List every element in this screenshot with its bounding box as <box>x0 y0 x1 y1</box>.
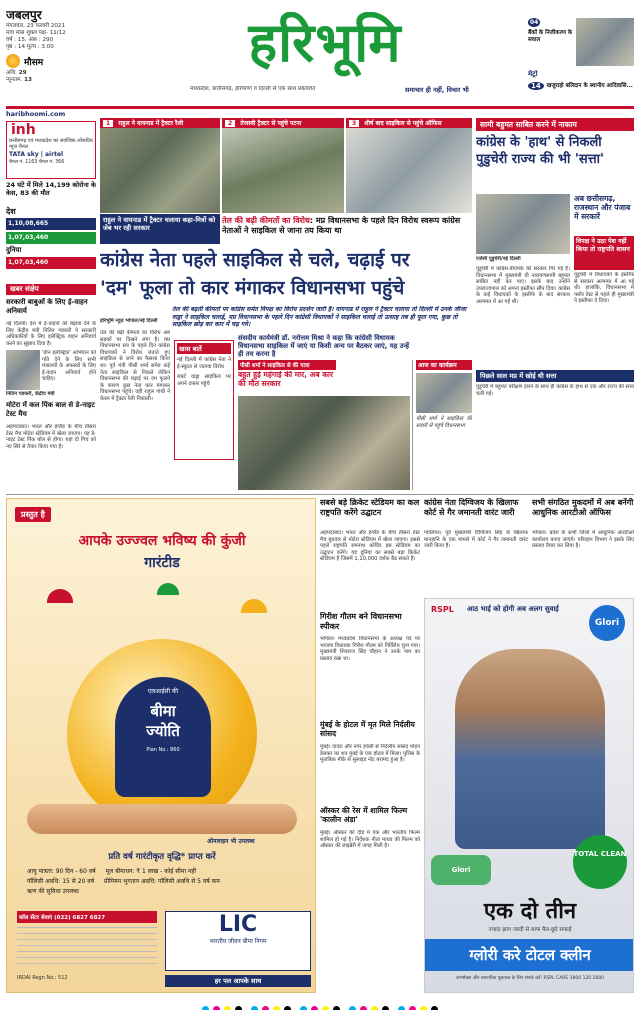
story-intro: तेल की बढ़ती कीमतों पर कांग्रेस समेत विपक्ष का विरोध प्रदर्शन जारी है। वायनाड में राहुल ने ट्रैक्टर चलाया तो दिल्ली में उनके जीजा वाड्रा ने साइकिल चलाई, मप्र विधानसभा के पहले दिन कांग्रेसी विधायकों ने साइकिल चलाई तो उत्साह तब ही फूल गया, कुछ तो साइकिल छोड़ कर कार में चढ़ गये। <box>172 306 467 329</box>
edition-volume: वर्ष : 15, अंक : 290 <box>6 37 54 43</box>
brief-1-headline: सरकारी बाबुओं के लिए ई-वाहन अनिवार्य <box>6 298 88 315</box>
sidebar-photo <box>416 373 472 413</box>
mid-story-4-body: मुंबई। ऑस्कर की दौड़ में एक और भारतीय फिल्म शामिल हो गई है। निर्देशक नीता माधव की फिल्म को ऑस्कर की लाइब्रेरी में जगह मिली है। <box>320 830 420 850</box>
mid-story-1-head: सबसे बड़े क्रिकेट स्टेडियम का कल राष्ट्रपति करेंगे उद्घाटन <box>320 498 420 517</box>
key-points-title: खास बातें <box>177 343 231 354</box>
total-clean-badge: TOTAL CLEAN <box>573 835 627 889</box>
photo-4-caption: बहुत हुई महंगाई की मार, अब कार की मौत सरकार <box>238 371 334 388</box>
fold-rule <box>6 494 634 495</box>
mid-story-2-head: गिरीश गौतम बने विधानसभा स्पीकर <box>320 612 402 631</box>
covid-stat-2: 1,07,03,460 <box>6 232 96 244</box>
desh-label: देश <box>6 207 16 216</box>
edition-pages: पृष्ठ : 14 मूल्य : 3.00 <box>6 44 54 50</box>
photo-3-caption: शीर्ष बाद साइकिल से पहुंचे ऑफिस <box>364 120 442 127</box>
photo-2-caption-bar <box>222 118 344 128</box>
benefit-5: ऋण की सुविधा उपलब्ध <box>27 888 79 895</box>
mid-story-3-head: मुंबई के होटल में मृत मिले निर्दलीय सांसद <box>320 720 415 738</box>
inh-ad-text: छत्तीसगढ़ एवं मध्यप्रदेश का सर्वाधिक लोकप्रिय न्यूज़ चैनल <box>9 138 93 150</box>
masthead-logo <box>175 12 475 82</box>
fine-print <box>17 927 157 967</box>
glori-tagline-2: ग्लोरी करे टोटल क्लीन <box>425 939 634 971</box>
photo-4-image <box>238 396 410 490</box>
teaser-1-page: 04 <box>530 19 539 26</box>
main-photo-1 <box>100 118 220 213</box>
right-body: पुडुचेरी में कांग्रेस-डीएमके की सरकार गिर गई है। विधानसभा में मुख्यमंत्री वी नारायणसामी बहुमत साबित नहीं कर पाए। इसके बाद उन्होंने उपराज्यपाल को अपना इस्तीफा सौंप दिया। कांग्रेस के कई विधायकों के इस्तीफे के बाद सरकार अल्पमत में आ गई थी। <box>476 266 570 305</box>
story-byline: हरिभूमि न्यूज़ भोपाल/नई दिल्ली <box>100 318 158 324</box>
teaser-2-page: 14 <box>528 82 544 90</box>
mid-story-5-body: ग्वालियर। पूर्व मुख्यमंत्री दिग्विजय सिंह के खिलाफ मानहानि के एक मामले में कोर्ट ने गैर जमानती वारंट जारी किया है। <box>424 530 528 550</box>
mid-story-4-head: ऑस्कर की रेस में शामिल फिल्म 'कालीन अंडा' <box>320 806 408 824</box>
teaser-2[interactable] <box>528 70 634 100</box>
world-label: दुनिया <box>6 246 22 254</box>
benefit-title: प्रति वर्ष गारंटीकृत वृद्धि* प्राप्त करें <box>108 852 216 862</box>
plan-no: Plan No.: 860 <box>146 747 180 753</box>
story-kicker-line <box>222 216 472 246</box>
glori-tagline-1-sub: ज्यादा झाग जल्दी से साफ मैल-छूटे सफाई <box>488 927 572 933</box>
lic-tag: प्रस्तुत है <box>15 507 51 522</box>
benefit-2: मूल बीमाधन: ₹ 1 लाख - कोई सीमा नहीं <box>105 868 196 875</box>
brief-1-body: नई दिल्ली। देश में ई-वाहनों को बढ़ावा देने के लिए केंद्रीय मंत्री नितिन गडकरी ने सरकारी अधिकारियों के लिए इलेक्ट्रिक वाहन अनिवार्य करने का सुझाव दिया है। <box>6 321 96 347</box>
covid-stat-3: 1,07,03,460 <box>6 257 96 269</box>
right-byline: एजेंसी पुडुचेरी/नई दिल्ली <box>476 256 521 262</box>
online-note: ऑनलाइन भी उपलब्ध <box>207 838 255 845</box>
covid-stat-1: 1,10,08,665 <box>6 218 96 230</box>
teaser-1-photo <box>576 18 634 66</box>
sun-icon <box>6 54 20 68</box>
teaser-1[interactable] <box>528 18 634 68</box>
key-point-1: नई दिल्ली में कांग्रेस नेता ने ई-स्कूटर से जताया विरोध <box>177 357 231 370</box>
plan-small: एलआईसी की <box>147 688 179 695</box>
glori-tagline-1: एक दो तीन <box>483 899 577 924</box>
edition-city: जबलपुर <box>6 8 42 22</box>
lic-slogan: हर पल आपके साथ <box>165 975 311 987</box>
glori-top-text: आठ भाई को होगी अब अलग सुवाई <box>467 605 559 613</box>
weather-label: मौसम <box>24 57 44 68</box>
plan-name-1: बीमा <box>150 702 176 720</box>
lic-sub: गारंटीड <box>144 555 180 571</box>
main-photo-2 <box>222 118 344 213</box>
main-photo-3 <box>346 118 472 213</box>
story-body: तेल की बढ़ी कीमतों का विरोध अब सड़कों पर दिखने लगा है। मप्र विधानसभा सत्र के पहले दिन कांग्रेस विधायकों ने विरोध जताते हुए साइकिल से जाने का फैसला किया था। पूर्व मंत्री पीसी शर्मा समेत कई नेता साइकिल से निकले लेकिन विधानसभा की चढ़ाई पर दम फूलने के कारण कुछ नेता कार मंगाकर विधानसभा पहुंचे। वहीं राहुल गांधी ने केरल में ट्रैक्टर रैली निकाली। <box>100 330 170 402</box>
inh-logo: inh <box>11 122 36 138</box>
teaser-2-text: खजुराहो बलिदान के स्थानीय आदिवासि... <box>546 82 633 89</box>
minister-caption: नितिन गडकरी, केंद्रीय मंत्री <box>6 391 55 397</box>
right-bottom-banner: पिछले साल मप्र में खोई थी सत्ता <box>476 370 634 382</box>
right-photo <box>476 194 570 254</box>
right-side-box: विपक्ष ने उठा पेश नहीं किया तो राष्ट्रपति शासन <box>574 236 634 270</box>
plan-name-2: ज्योति <box>146 722 180 740</box>
bima-jyoti-jar <box>115 677 211 797</box>
photo-2-image <box>222 128 344 213</box>
photo-2-caption: तेजस्वी ट्रैक्टर से पहुंचे पटना <box>240 120 302 127</box>
story-subhead: संसदीय कार्यमंत्री डॉ. नरोत्तम मिश्रा ने कहा कि कांग्रेसी विधायक विधानसभा साइकिल में जाएं या किसी अन्य पर बैठकर जाएं, यह उन्हें ही तय करना है <box>238 334 410 358</box>
edition-date: मंगलवार, 23 फरवरी 2021 <box>6 23 66 29</box>
main-headline-2: 'दम' फूला तो कार मंगाकर विधानसभा पहुंचे <box>100 277 405 299</box>
minister-photo <box>6 350 40 390</box>
photo-3-caption-bar <box>346 118 472 128</box>
glori-care: उपभोक्ता और व्यापारिक पूछताछ के लिए संपर्क करें: RSPL CARE 1800 120 2000 <box>455 976 605 981</box>
weather-max: 29 <box>18 70 27 76</box>
story-strap: : मप्र विधानसभा के पहले दिन विरोध स्वरूप कांग्रेस नेताओं ने साइकिल से जाना तय किया था <box>222 216 461 235</box>
parachute-icon <box>157 583 179 595</box>
mid-story-1-body: अहमदाबाद। भारत और इंग्लैंड के बीच तीसरा टेस्ट मैच बुधवार से मोटेरा स्टेडियम में खेला जाएगा। इससे पहले राष्ट्रपति रामनाथ कोविंद इस स्टेडियम का उद्घाटन करेंगे। यह दुनिया का सबसे बड़ा क्रिकेट स्टेडियम है जिसमें 1,10,000 दर्शक बैठ सकते हैं। <box>320 530 420 563</box>
photo-1-image <box>100 128 220 213</box>
right-side-body: पुडुचेरी में विधायकों के इस्तीफे से सरकार अल्पमत में आ गई थी। हालांकि, विधानसभा में फ्लोर टेस्ट से पहले ही मुख्यमंत्री ने इस्तीफा दे दिया। <box>574 272 634 305</box>
lic-logo: LIC <box>218 912 258 937</box>
irdai-no: IRDAI Regn No.: 512 <box>17 975 68 981</box>
benefit-1: आयु पात्रता: 90 दिन - 60 वर्ष <box>27 868 96 875</box>
soap-bar-image: Glori <box>431 855 491 885</box>
brief-1-quote: 'ग्रीन इलेक्ट्रिक' अभियान को गति देने के लिए सभी मंत्रालयों के अफसरों के लिए ई-वाहन अनिवार्य होने चाहिए। <box>42 350 96 383</box>
khabar-sankshep-header: खबर संक्षेप <box>6 284 96 295</box>
weather-max-label: अधि. <box>6 70 17 76</box>
photo-strap: राहुल ने वायनाड में ट्रैक्टर चलाया कहा-मित्रों को जेब भर रही सरकार <box>100 214 220 244</box>
right-side-head: अब छत्तीसगढ़, राजस्थान और पंजाब में सरकारें <box>574 194 631 221</box>
story-kicker: तेल की बढ़ी कीमतों का विरोध <box>222 216 310 225</box>
photo-4-label: पीसी शर्मा ने साइकिल से की यात्रा <box>238 360 336 370</box>
hands-image <box>27 804 297 834</box>
lic-ad[interactable] <box>6 498 316 993</box>
right-top-banner: सामी बहुमत साबित करने में नाकाम <box>476 118 634 131</box>
call-center: कॉल सेंटर सेवाएं (022) 6827 6827 <box>17 911 157 923</box>
glori-logo: Glori <box>589 605 625 641</box>
story-sidebar <box>412 360 472 490</box>
tagline-left: मध्यप्रदेश, छत्तीसगढ़, हरियाणा व दिल्ली से एक साथ प्रकाशित <box>190 86 316 92</box>
brief-2-body: अहमदाबाद। भारत और इंग्लैंड के बीच तीसरा टेस्ट मैच मोटेरा स्टेडियम में खेला जाएगा। यह डे-नाइट टेस्ट पिंक बॉल से होगा। यहां दो पिच को नए सिरे से तैयार किया गया है। <box>6 424 96 450</box>
benefit-list <box>27 867 307 897</box>
parachute-icon <box>241 599 267 613</box>
website-link[interactable]: haribhoomi.com <box>6 110 66 118</box>
photo-3-image <box>346 128 472 213</box>
covid-stats <box>6 218 96 278</box>
benefit-3: पॉलिसी अवधि: 15 से 20 वर्ष <box>27 878 95 885</box>
photo-1-caption-bar <box>100 118 220 128</box>
masthead-rule <box>6 106 634 109</box>
covid-headline <box>6 181 96 205</box>
inh-ad-channels: TATA sky | airtel <box>9 151 64 158</box>
masthead-left <box>6 6 116 101</box>
sidebar-label: आज का कार्यक्रम <box>416 360 472 370</box>
photo-2-badge: 2 <box>225 120 235 127</box>
photo-1-caption: राहुल ने वायनाड में ट्रैक्टर रैली <box>118 120 184 127</box>
sidebar-note: पीसी शर्मा ने साइकिल की सवारी से पहुंचे विधानसभा <box>416 416 472 429</box>
tagline-right: समाचार ही नहीं, विचार भी <box>405 86 469 94</box>
key-points-box <box>174 340 234 460</box>
lic-title: आपके उज्ज्वल भविष्य की कुंजी <box>78 533 246 549</box>
lic-logo-sub: भारतीय जीवन बीमा निगम <box>209 938 267 945</box>
covid-text: 24 घंटे में मिले 14,199 कोरोना के केस, 83 की मौत <box>6 181 96 197</box>
print-registration-dots <box>0 998 640 1010</box>
inh-ad[interactable] <box>6 121 96 179</box>
brief-2-headline: मोटेरा में कल पिंक बाल से डे-नाइट टेस्ट मैच <box>6 401 95 418</box>
logo-text: हरिभूमि <box>248 12 402 74</box>
key-point-2: राबर्ट वाड्रा साइकिल पर अपने दफ्तर पहुंचे <box>177 374 231 387</box>
mid-story-6-body: भोपाल। प्रदेश के सभी जिलों में आधुनिक आरटीओ कार्यालय बनाए जाएंगे। परिवहन विभाग ने इसके लिए प्रस्ताव तैयार कर लिया है। <box>532 530 634 550</box>
lic-logo-box <box>165 911 311 971</box>
parachute-icon <box>47 589 73 603</box>
model-image <box>455 649 605 849</box>
rspl-logo: RSPL <box>431 605 454 614</box>
mid-story-2-body: भोपाल। मध्यप्रदेश विधानसभा के अध्यक्ष पद पर भाजपा विधायक गिरीश गौतम को निर्विरोध चुना गया। मुख्यमंत्री शिवराज सिंह चौहान ने उनके नाम का प्रस्ताव रखा था। <box>320 636 420 662</box>
right-headline: कांग्रेस के 'हाथ' से निकली पुडुचेरी राज्य की भी 'सत्ता' <box>476 135 604 167</box>
weather-min-label: न्यूनतम. <box>6 77 23 83</box>
teaser-1-text: बैंकों के निजीकरण के सवाल <box>528 30 573 43</box>
glori-ad[interactable] <box>424 598 634 993</box>
right-bottom-text: पुडुचेरी में बहुमत परीक्षण हारने के साथ ही कांग्रेस के हाथ से एक और राज्य की सत्ता चली गई। <box>476 384 634 397</box>
benefit-4: प्रीमियम भुगतान अवधि: पॉलिसी अवधि से 5 वर्ष कम <box>104 878 220 885</box>
mid-story-6-head: सभी संगठित मुकदमों में अब बनेंगी आधुनिक आरटीओ ऑफिस <box>532 498 634 517</box>
mid-story-5-head: कांग्रेस नेता दिग्विजय के खिलाफ कोर्ट से गैर जमानती वारंट जारी <box>424 498 519 517</box>
weather-min: 13 <box>24 77 32 83</box>
inh-ad-channel-nums: चैनल नं. 1163 चैनल नं. 366 <box>9 160 65 165</box>
photo-1-badge: 1 <box>103 120 113 127</box>
mid-story-3-body: मुंबई। दादरा और नगर हवेली से निर्दलीय सांसद मोहन डेलकर का शव मुंबई के एक होटल में मिला। पुलिस के मुताबिक मौके से सुसाइड नोट बरामद हुआ है। <box>320 744 420 764</box>
teaser-2-tag: मेट्रो <box>528 70 538 78</box>
hindi-date: माघ मास शुक्ल पक्ष- 11/12 <box>6 30 66 36</box>
photo-3-badge: 3 <box>349 120 359 127</box>
main-headline-1: कांग्रेस नेता पहले साइकिल से चले, चढ़ाई पर <box>100 249 410 271</box>
